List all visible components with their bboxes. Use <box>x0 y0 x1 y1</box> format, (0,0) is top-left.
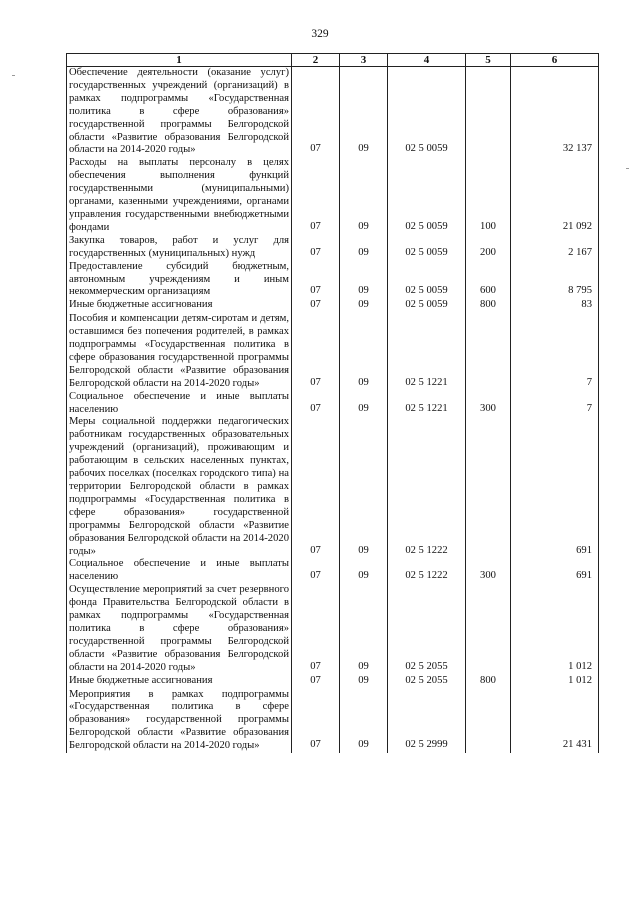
subsection-code: 09 <box>340 391 388 417</box>
subsection-code: 09 <box>340 235 388 261</box>
table-row <box>67 675 599 689</box>
row-description: Пособия и компенсации детям-сиротам и детям, оставшимся без попечения родителей, в рамках подпрограммы «Государственная политика в сфере образования государственной программы Белгородской области «Развитие образования Белгородской области на 2014-2020 годы» <box>67 313 292 390</box>
column-header: 2 <box>292 54 340 67</box>
column-header: 1 <box>67 54 292 67</box>
margin-mark <box>12 75 15 76</box>
subsection-code: 09 <box>340 584 388 674</box>
expense-type-code <box>466 584 511 674</box>
expense-type-code: 800 <box>466 299 511 313</box>
section-code: 07 <box>292 584 340 674</box>
expense-type-code <box>466 689 511 754</box>
row-description: Социальное обеспечение и иные выплаты населению <box>67 558 292 584</box>
amount: 691 <box>511 416 599 558</box>
section-code: 07 <box>292 313 340 390</box>
target-article-code: 02 5 0059 <box>388 299 466 313</box>
subsection-code: 09 <box>340 558 388 584</box>
section-code: 07 <box>292 299 340 313</box>
target-article-code: 02 5 1221 <box>388 391 466 417</box>
section-code: 07 <box>292 235 340 261</box>
table-row <box>67 416 599 558</box>
row-description: Закупка товаров, работ и услуг для государственных (муниципальных) нужд <box>67 235 292 261</box>
column-header: 4 <box>388 54 466 67</box>
section-code: 07 <box>292 558 340 584</box>
amount: 8 795 <box>511 261 599 300</box>
target-article-code: 02 5 2055 <box>388 675 466 689</box>
row-description: Расходы на выплаты персоналу в целях обеспечения выполнения функций государственными (муниципальными) органами, казенными учреждениями, органами управления государственными внебюджетными фондами <box>67 157 292 234</box>
amount: 1 012 <box>511 675 599 689</box>
table-row <box>67 67 599 158</box>
row-description: Осуществление мероприятий за счет резервного фонда Правительства Белгородской области в рамках подпрограммы «Государственная политика в сфере образования» государственной программы Белгородской области «Развитие образования Белгородской области на 2014-2020 годы» <box>67 584 292 674</box>
row-description: Иные бюджетные ассигнования <box>67 299 292 313</box>
amount: 21 092 <box>511 157 599 234</box>
amount: 691 <box>511 558 599 584</box>
column-header: 5 <box>466 54 511 67</box>
row-description: Мероприятия в рамках подпрограммы «Государственная политика в сфере образования» государственной программы Белгородской области «Развитие образования Белгородской области на 2014-2020 годы» <box>67 689 292 754</box>
row-description: Обеспечение деятельности (оказание услуг) государственных учреждений (организаций) в рамках подпрограммы «Государственная политика в сфере образования» государственной программы Белгородской области «Развитие образования Белгородской области на 2014-2020 годы» <box>67 67 292 158</box>
table-row <box>67 157 599 234</box>
margin-mark <box>626 168 629 169</box>
target-article-code: 02 5 0059 <box>388 157 466 234</box>
subsection-code: 09 <box>340 689 388 754</box>
section-code: 07 <box>292 391 340 417</box>
expense-type-code <box>466 313 511 390</box>
table-row <box>67 313 599 390</box>
section-code: 07 <box>292 675 340 689</box>
amount: 7 <box>511 391 599 417</box>
amount: 32 137 <box>511 67 599 158</box>
subsection-code: 09 <box>340 157 388 234</box>
target-article-code: 02 5 2055 <box>388 584 466 674</box>
subsection-code: 09 <box>340 299 388 313</box>
expense-type-code: 300 <box>466 391 511 417</box>
page-number: 329 <box>311 28 329 40</box>
amount: 7 <box>511 313 599 390</box>
section-code: 07 <box>292 261 340 300</box>
table-row <box>67 261 599 300</box>
amount: 21 431 <box>511 689 599 754</box>
column-header: 3 <box>340 54 388 67</box>
subsection-code: 09 <box>340 67 388 158</box>
section-code: 07 <box>292 416 340 558</box>
row-description: Социальное обеспечение и иные выплаты населению <box>67 391 292 417</box>
expense-type-code: 600 <box>466 261 511 300</box>
target-article-code: 02 5 1222 <box>388 416 466 558</box>
subsection-code: 09 <box>340 675 388 689</box>
expense-type-code: 800 <box>466 675 511 689</box>
section-code: 07 <box>292 689 340 754</box>
table-row <box>67 235 599 261</box>
row-description: Иные бюджетные ассигнования <box>67 675 292 689</box>
amount: 83 <box>511 299 599 313</box>
amount: 2 167 <box>511 235 599 261</box>
header-row <box>67 54 599 67</box>
target-article-code: 02 5 2999 <box>388 689 466 754</box>
expense-type-code: 100 <box>466 157 511 234</box>
column-header: 6 <box>511 54 599 67</box>
expense-type-code <box>466 67 511 158</box>
table-row <box>67 299 599 313</box>
target-article-code: 02 5 0059 <box>388 235 466 261</box>
expense-type-code: 200 <box>466 235 511 261</box>
subsection-code: 09 <box>340 261 388 300</box>
target-article-code: 02 5 1221 <box>388 313 466 390</box>
table-row <box>67 558 599 584</box>
expense-type-code <box>466 416 511 558</box>
section-code: 07 <box>292 67 340 158</box>
target-article-code: 02 5 0059 <box>388 261 466 300</box>
budget-table <box>66 53 599 753</box>
table-row <box>67 391 599 417</box>
table-row <box>67 584 599 674</box>
row-description: Меры социальной поддержки педагогических работникам государственных образовательных учреждений (организаций), проживающим и работающим в сельских населенных пунктах, рабочих поселках (поселках городского типа) на территории Белгородской области в рамках подпрограммы «Государственная политика в сфере образования» государственной программы Белгородской области «Развитие образования Белгородской области на 2014-2020 годы» <box>67 416 292 558</box>
amount: 1 012 <box>511 584 599 674</box>
expense-type-code: 300 <box>466 558 511 584</box>
subsection-code: 09 <box>340 313 388 390</box>
target-article-code: 02 5 1222 <box>388 558 466 584</box>
target-article-code: 02 5 0059 <box>388 67 466 158</box>
section-code: 07 <box>292 157 340 234</box>
table-row <box>67 689 599 754</box>
subsection-code: 09 <box>340 416 388 558</box>
row-description: Предоставление субсидий бюджетным, автономным учреждениям и иным некоммерческим организациям <box>67 261 292 300</box>
